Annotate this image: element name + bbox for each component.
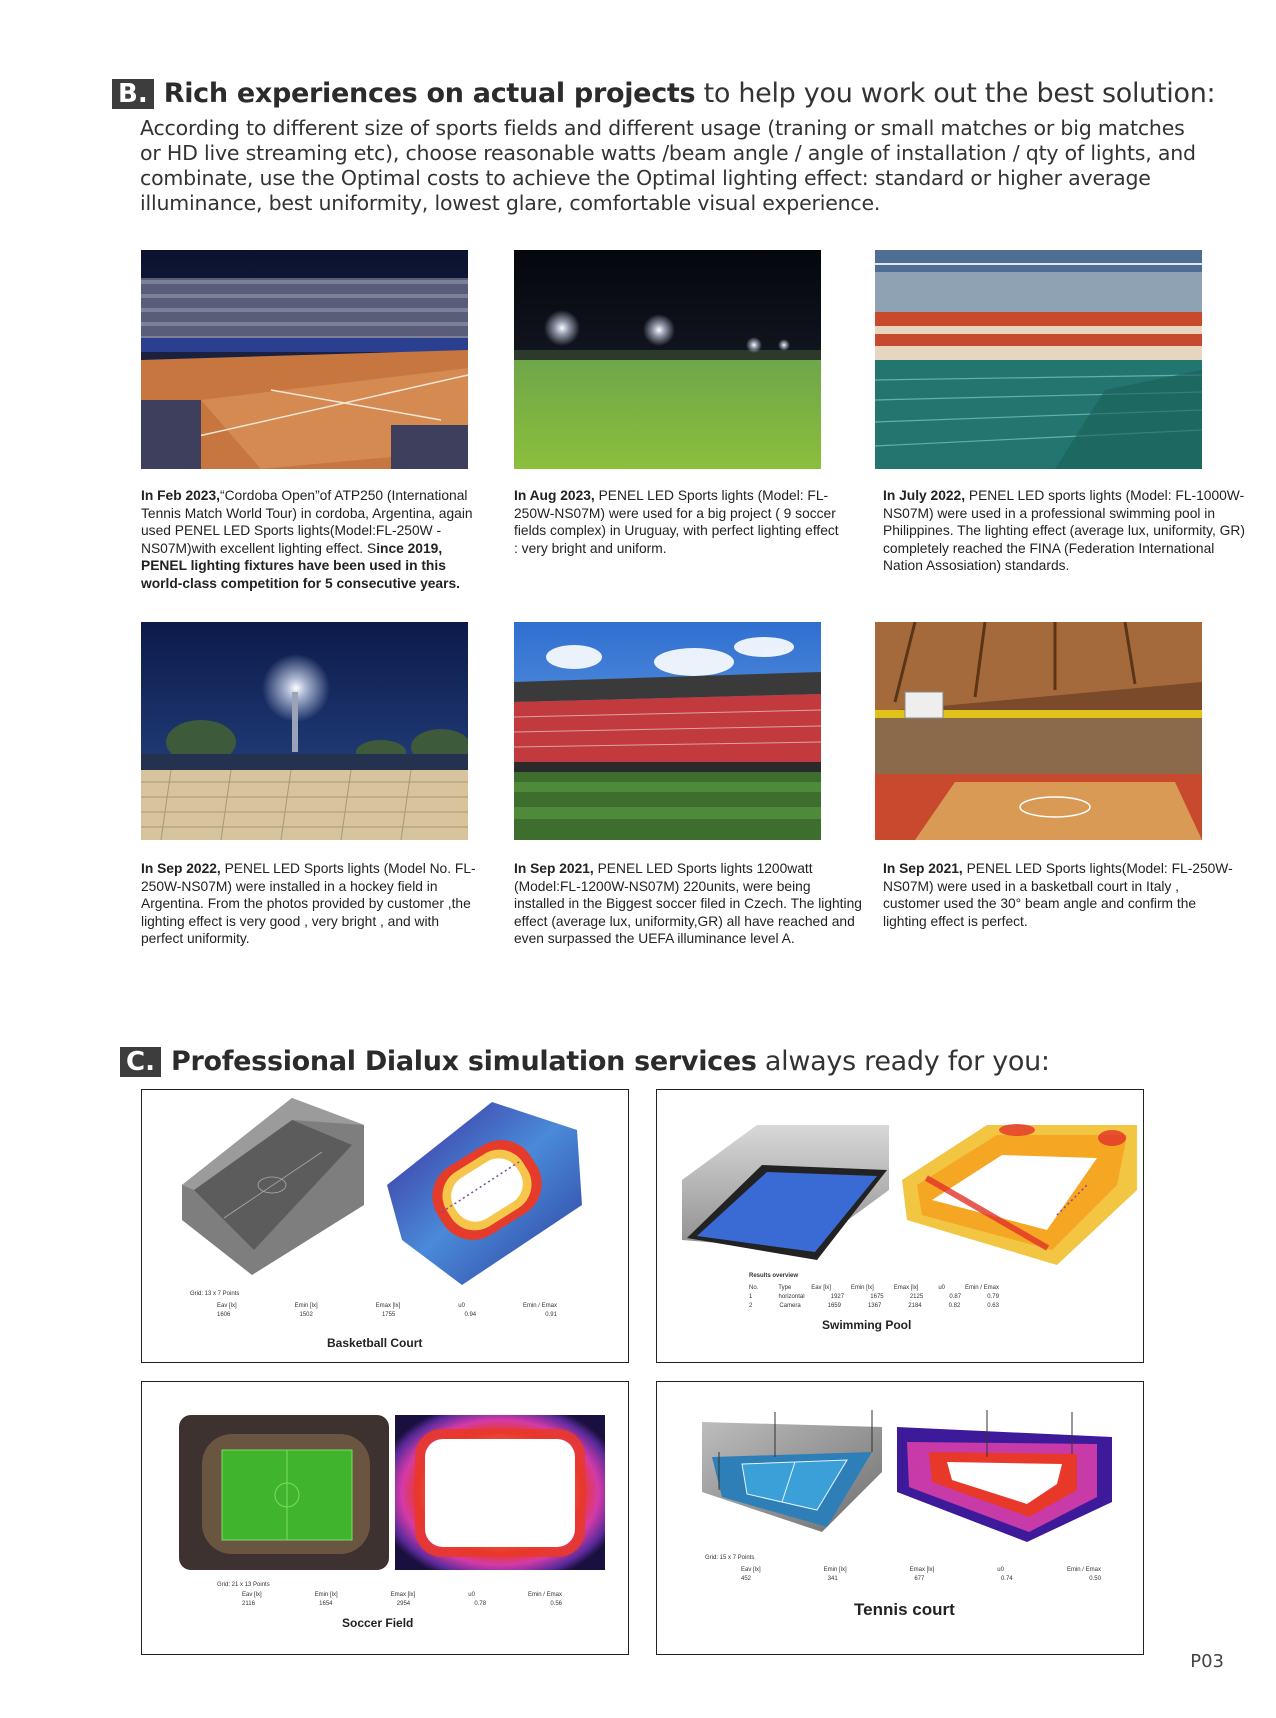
caption-project-1: [141, 487, 486, 592]
soccer-sim-render: [142, 1382, 628, 1582]
tennis-court-label: Tennis court: [854, 1600, 955, 1619]
tennis-head-eav: Eav [lx]: [741, 1567, 761, 1573]
soccer-head-eav: Eav [lx]: [242, 1592, 262, 1598]
soccer-val-emin: 1654: [319, 1601, 333, 1607]
soccer-grid-label: Grid: 21 x 13 Points: [217, 1582, 270, 1588]
basketball-val-u0: 0.94: [464, 1312, 477, 1318]
caption-3-date: In July 2022,: [883, 488, 966, 503]
basketball-head-emin: Emin [lx]: [294, 1303, 318, 1309]
basketball-head-u0: u0: [458, 1303, 465, 1309]
basketball-results-heads: [217, 1302, 557, 1310]
caption-project-2: [514, 487, 844, 557]
photo-soccer-uruguay: [514, 250, 821, 469]
soccer-val-ratio: 0.56: [550, 1601, 562, 1607]
section-c-title: [171, 1046, 1050, 1077]
basketball-val-emax: 1755: [381, 1312, 396, 1318]
caption-6-text: PENEL LED Sports lights(Model: FL-250W-NS07M) were used in a basketball court in Italy , customer used the 30° beam angle and confirm the lighting effect is perfect.: [883, 861, 1233, 929]
photo-basketball-italy: [875, 622, 1202, 840]
tennis-results-heads: [741, 1566, 1101, 1574]
soccer-head-emin: Emin [lx]: [314, 1592, 338, 1598]
pool-r2-no: 2: [749, 1303, 753, 1309]
pool-r1-ratio: 0.79: [987, 1294, 999, 1300]
soccer-head-ratio: Emin / Emax: [527, 1592, 562, 1598]
soccer-val-u0: 0.78: [474, 1601, 487, 1607]
pool-r2-u0: 0.82: [948, 1303, 961, 1309]
pool-results-title: Results overview: [749, 1273, 799, 1279]
caption-2-date: In Aug 2023,: [514, 488, 595, 503]
caption-project-5: [514, 860, 864, 948]
tennis-val-ratio: 0.50: [1089, 1576, 1101, 1582]
pool-r1-emax: 2125: [909, 1294, 924, 1300]
tennis-val-u0: 0.74: [1000, 1576, 1013, 1582]
tennis-head-emax: Emax [lx]: [909, 1567, 935, 1573]
basketball-sim-render: [142, 1090, 628, 1290]
soccer-head-emax: Emax [lx]: [390, 1592, 416, 1598]
tennis-val-eav: 452: [741, 1576, 752, 1582]
caption-2-text: PENEL LED Sports lights (Model: FL-250W-NS07M) were used for a big project ( 9 soccer fields complex) in Uruguay, with perfect lighting effect : very bright and uniform.: [514, 488, 839, 556]
pool-sim-render: [657, 1090, 1143, 1270]
soccer-head-u0: u0: [468, 1592, 475, 1598]
sim-box-basketball: [141, 1089, 629, 1363]
caption-project-6: [883, 860, 1233, 930]
section-b-title: [164, 78, 1216, 109]
tennis-val-emax: 677: [914, 1576, 925, 1582]
pool-head-ratio: Emin / Emax: [964, 1285, 999, 1291]
basketball-val-eav: 1606: [217, 1312, 231, 1318]
pool-r2-emin: 1367: [867, 1303, 882, 1309]
pool-head-no: No.: [749, 1285, 759, 1291]
caption-1-text: “Cordoba Open”of ATP250 (International Tennis Match World Tour) in cordoba, Argentina, again used PENEL LED Sports lights(Model:FL-250W - NS07M)with excellent lighting effect. S: [141, 488, 473, 556]
pool-head-emax: Emax [lx]: [893, 1285, 919, 1291]
pool-r1-emin: 1675: [870, 1294, 884, 1300]
soccer-results-values: [242, 1600, 562, 1608]
caption-4-date: In Sep 2022,: [141, 861, 221, 876]
section-c-letter: C.: [120, 1047, 161, 1077]
pool-head-emin: Emin [lx]: [850, 1285, 874, 1291]
soccer-field-label: Soccer Field: [342, 1616, 414, 1630]
swimming-pool-label: Swimming Pool: [822, 1318, 912, 1332]
basketball-results-values: [217, 1311, 557, 1319]
tennis-head-ratio: Emin / Emax: [1066, 1567, 1101, 1573]
pool-head-type: Type: [778, 1285, 792, 1291]
photo-swimming-pool-philippines: [875, 250, 1202, 469]
sim-box-tennis: [656, 1381, 1144, 1655]
caption-5-date: In Sep 2021,: [514, 861, 594, 876]
pool-r1-u0: 0.87: [949, 1294, 962, 1300]
section-b-heading: [112, 78, 1215, 109]
pool-r2-type: Camera: [779, 1303, 801, 1309]
basketball-head-eav: Eav [lx]: [217, 1303, 237, 1309]
basketball-val-ratio: 0.91: [545, 1312, 557, 1318]
page-number: P03: [1190, 1651, 1224, 1672]
basketball-court-label: Basketball Court: [327, 1336, 423, 1350]
soccer-val-emax: 2954: [396, 1601, 411, 1607]
section-b-letter: B.: [112, 79, 154, 109]
section-c-title-rest: always ready for you:: [756, 1046, 1050, 1077]
basketball-val-emin: 1502: [299, 1312, 313, 1318]
basketball-head-ratio: Emin / Emax: [522, 1303, 557, 1309]
pool-r1-no: 1: [749, 1294, 753, 1300]
tennis-grid-label: Grid: 15 x 7 Points: [705, 1555, 755, 1561]
soccer-results-heads: [242, 1591, 562, 1599]
section-b-title-rest: to help you work out the best solution:: [695, 78, 1216, 109]
basketball-grid-label: Grid: 13 x 7 Points: [190, 1291, 240, 1297]
pool-results-heads: [749, 1284, 999, 1292]
tennis-val-emin: 341: [827, 1576, 838, 1582]
pool-r1-type: horizontal: [778, 1294, 805, 1300]
caption-1-date: In Feb 2023,: [141, 488, 220, 503]
sim-box-soccer: [141, 1381, 629, 1655]
photo-hockey-argentina: [141, 622, 468, 840]
tennis-head-emin: Emin [lx]: [823, 1567, 847, 1573]
caption-4-text: PENEL LED Sports lights (Model No. FL-250W-NS07M) were installed in a hockey field in Argentina. From the photos provided by customer ,the lighting effect is very good , very bright , and with perfect uniformity.: [141, 861, 476, 946]
tennis-head-u0: u0: [997, 1567, 1004, 1573]
photo-tennis-cordoba: [141, 250, 468, 469]
tennis-sim-render: [657, 1382, 1143, 1552]
caption-project-3: [883, 487, 1253, 575]
pool-r2-eav: 1659: [827, 1303, 841, 1309]
pool-r1-eav: 1927: [830, 1294, 845, 1300]
pool-results-row-2: [749, 1302, 999, 1310]
pool-head-u0: u0: [938, 1285, 946, 1291]
soccer-val-eav: 2116: [242, 1601, 255, 1607]
section-b-intro: According to different size of sports fields and different usage (traning or small matches or big matches or HD live streaming etc), choose reasonable watts /beam angle / angle of installation / qty of lights, and combinate, use the Optimal costs to achieve the Optimal lighting effect: standard or higher average illuminance, best uniformity, lowest glare, comfortable visual experience.: [140, 116, 1196, 215]
caption-3-text: PENEL LED sports lights (Model: FL-1000W-NS07M) were used in a professional swimming pool in Philippines. The lighting effect (average lux, uniformity, GR) completely reached the FINA (Federation International Nation Assosiation) standards.: [883, 488, 1245, 573]
caption-6-date: In Sep 2021,: [883, 861, 963, 876]
pool-r2-ratio: 0.63: [987, 1303, 999, 1309]
section-c-heading: [120, 1046, 1050, 1077]
section-b-title-bold: Rich experiences on actual projects: [163, 78, 696, 109]
photo-stadium-czech: [514, 622, 821, 840]
basketball-head-emax: Emax [lx]: [375, 1303, 401, 1309]
pool-results-row-1: [749, 1293, 999, 1301]
pool-r2-emax: 2184: [908, 1303, 922, 1309]
caption-5-text: PENEL LED Sports lights 1200watt (Model:FL-1200W-NS07M) 220units, were being installed in the Biggest soccer filed in Czech. The lighting effect (average lux, uniformity,GR) all have reached and even surpassed the UEFA illuminance level A.: [514, 861, 862, 946]
pool-head-eav: Eav [lx]: [811, 1285, 831, 1291]
caption-project-4: [141, 860, 481, 948]
caption-1-bold-end: ince 2019, PENEL lighting fixtures have been used in this world-class competition for 5 consecutive years.: [141, 540, 460, 591]
section-c-title-bold: Professional Dialux simulation services: [170, 1046, 757, 1077]
sim-box-swimming-pool: [656, 1089, 1144, 1363]
tennis-results-values: [741, 1575, 1101, 1583]
